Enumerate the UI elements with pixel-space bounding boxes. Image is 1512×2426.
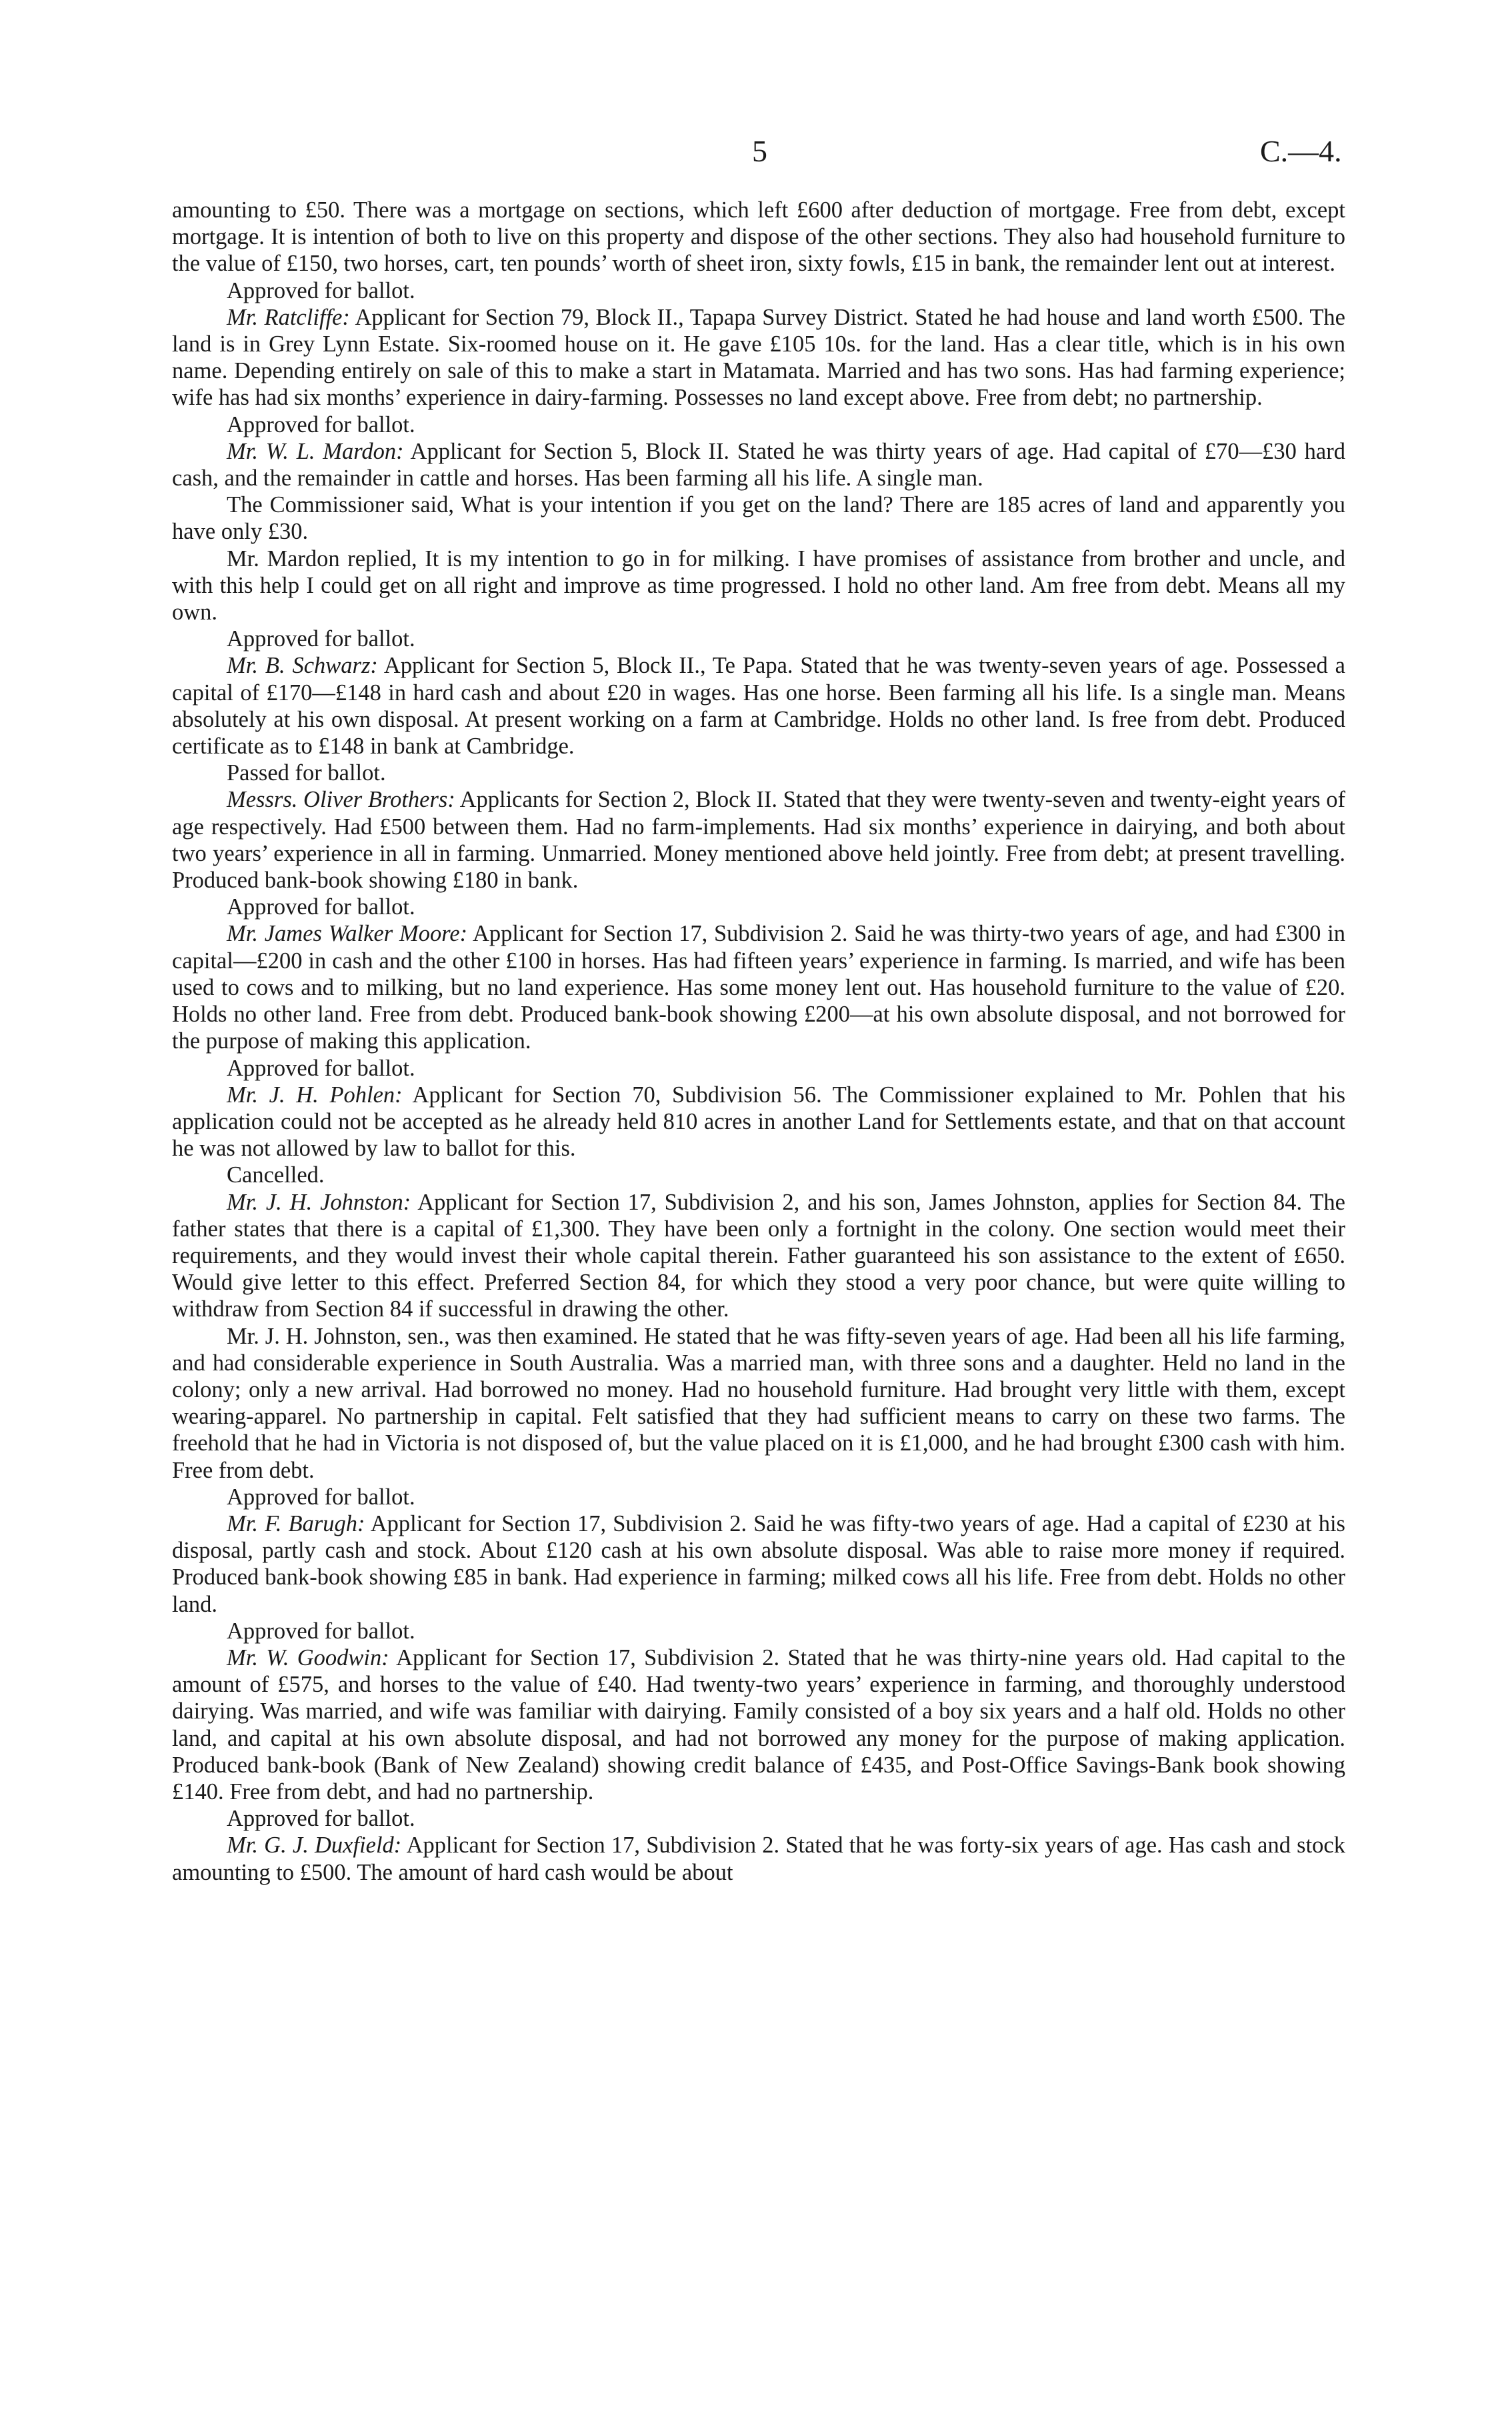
paragraph bbox=[172, 1162, 1345, 1188]
paragraph-text: Applicants for Section 2, Block II. Stated that they were twenty-seven and twenty-eight years of age respectively. Had £500 between them. Had no farm-implements. Had six months’ experience in dairying, and both about two years’ experience in all in farming. Unmarried. Money mentioned above held jointly. Free from debt; at present travelling. Produced bank-book showing £180 in bank. bbox=[172, 787, 1345, 894]
paragraph bbox=[172, 1484, 1345, 1510]
paragraph bbox=[172, 1618, 1345, 1644]
paragraph-text: Approved for ballot. bbox=[227, 626, 415, 652]
paragraph-text: Applicant for Section 79, Block II., Tapapa Survey District. Stated he had house and land worth £500. The land is in Grey Lynn Estate. Six-roomed house on it. He gave £105 10s. for the land. Has a clear title, which is in his own name. Depending entirely on sale of this to make a start in Matamata. Married and has two sons. Has had farming experience; wife has had six months’ experience in dairy-farming. Possesses no land except above. Free from debt; no partnership. bbox=[172, 304, 1345, 411]
paragraph-text: Applicant for Section 17, Subdivision 2. Said he was thirty-two years of age, and had £300 in capital—£200 in cash and the other £100 in horses. Has had fifteen years’ experience in farming. Is married, and wife has been used to cows and to milking, but no land experience. Has some money lent out. Has household furniture to the value of £20. Holds no other land. Free from debt. Produced bank-book showing £200—at his own absolute disposal, and not borrowed for the purpose of making this application. bbox=[172, 921, 1345, 1054]
paragraph bbox=[172, 545, 1345, 626]
paragraph bbox=[172, 1055, 1345, 1082]
paragraph-text: Applicant for Section 17, Subdivision 2. Stated that he was thirty-nine years old. Had capital to the amount of £575, and horses to the value of £40. Had twenty-two years’ experience in farming, and thoroughly understood dairying. Was married, and wife was familiar with dairying. Family consisted of a boy six years and a half old. Holds no other land, and capital at his own absolute disposal, and had not borrowed any money for the purpose of making application. Produced bank-book (Bank of New Zealand) showing credit balance of £435, and Post-Office Savings-Bank book showing £140. Free from debt, and had no partnership. bbox=[172, 1644, 1345, 1804]
paragraph bbox=[172, 920, 1345, 1054]
paragraph bbox=[172, 894, 1345, 920]
paragraph bbox=[172, 652, 1345, 760]
paragraph-text: amounting to £50. There was a mortgage on sections, which left £600 after deduction of mortgage. Free from debt, except mortgage. It is intention of both to live on this property and dispose of the other sections. They also had household furniture to the value of £150, two horses, cart, ten pounds’ worth of sheet iron, sixty fowls, £15 in bank, the remainder lent out at interest. bbox=[172, 197, 1345, 277]
applicant-name: Messrs. Oliver Brothers: bbox=[227, 787, 455, 813]
applicant-name: Mr. James Walker Moore: bbox=[227, 921, 468, 947]
applicant-name: Mr. F. Barugh: bbox=[227, 1510, 365, 1536]
paragraph-text: Approved for ballot. bbox=[227, 411, 415, 437]
applicant-name: Mr. Ratcliffe: bbox=[227, 304, 350, 330]
paragraph bbox=[172, 626, 1345, 652]
paragraph bbox=[172, 1510, 1345, 1618]
paragraph bbox=[172, 277, 1345, 304]
paragraph-text: Mr. J. H. Johnston, sen., was then examined. He stated that he was fifty-seven years of age. Had been all his life farming, and had considerable experience in South Australia. Was a married man, with three sons and a daughter. Held no land in the colony; only a new arrival. Had borrowed no money. Had no household furniture. Had brought very little with them, except wearing-apparel. No partnership in capital. Felt satisfied that they had sufficient means to carry on these two farms. The freehold that he had in Victoria is not disposed of, but the value placed on it is £1,000, and he had brought £300 cash with him. Free from debt. bbox=[172, 1323, 1345, 1483]
paragraph-text: Applicant for Section 17, Subdivision 2. Said he was fifty-two years of age. Had a capital of £230 at his disposal, partly cash and stock. About £120 cash at his own absolute disposal. Was able to raise more money if required. Produced bank-book showing £85 in bank. Had experience in farming; milked cows all his life. Free from debt. Holds no other land. bbox=[172, 1510, 1345, 1617]
paragraph-text: Applicant for Section 5, Block II., Te Papa. Stated that he was twenty-seven years of age. Possessed a capital of £170—£148 in hard cash and about £20 in wages. Has one horse. Been farming all his life. Is a single man. Means absolutely at his own disposal. At present working on a farm at Cambridge. Holds no other land. Is free from debt. Produced certificate as to £148 in bank at Cambridge. bbox=[172, 653, 1345, 760]
applicant-name: Mr. W. L. Mardon: bbox=[227, 438, 404, 464]
page-number: 5 bbox=[752, 134, 767, 168]
paragraph bbox=[172, 1189, 1345, 1323]
applicant-name: Mr. B. Schwarz: bbox=[227, 653, 378, 679]
paragraph-text: Applicant for Section 5, Block II. Stated he was thirty years of age. Had capital of £70—£30 hard cash, and the remainder in cattle and horses. Has been farming all his life. A single man. bbox=[172, 438, 1345, 491]
paragraph bbox=[172, 438, 1345, 491]
paragraph-text: Approved for ballot. bbox=[227, 1484, 415, 1510]
paragraph-text: The Commissioner said, What is your intention if you get on the land? There are 185 acres of land and apparently you have only £30. bbox=[172, 492, 1345, 545]
applicant-name: Mr. J. H. Johnston: bbox=[227, 1189, 411, 1215]
paragraph bbox=[172, 1082, 1345, 1162]
paragraph-text: Approved for ballot. bbox=[227, 1055, 415, 1081]
paragraph-text: Applicant for Section 17, Subdivision 2. Stated that he was forty-six years of age. Has cash and stock amounting to £500. The amount of hard cash would be about bbox=[172, 1833, 1345, 1885]
paragraph bbox=[172, 1805, 1345, 1832]
paragraph bbox=[172, 1323, 1345, 1484]
paragraph-text: Approved for ballot. bbox=[227, 1618, 415, 1644]
paragraph bbox=[172, 491, 1345, 545]
paragraph-text: Approved for ballot. bbox=[227, 894, 415, 920]
document-reference: C.—4. bbox=[1260, 134, 1342, 168]
paragraph bbox=[172, 1832, 1345, 1885]
paragraph bbox=[172, 411, 1345, 438]
paragraph-text: Passed for ballot. bbox=[227, 760, 386, 786]
applicant-name: Mr. W. Goodwin: bbox=[227, 1644, 389, 1670]
paragraph-text: Cancelled. bbox=[227, 1162, 325, 1188]
paragraph bbox=[172, 304, 1345, 411]
paragraph bbox=[172, 197, 1345, 277]
paragraph-text: Applicant for Section 17, Subdivision 2, and his son, James Johnston, applies for Section 84. The father states that there is a capital of £1,300. They have been only a fortnight in the colony. One section would meet their requirements, and they would invest their whole capital therein. Father guaranteed his son assistance to the extent of £650. Would give letter to this effect. Preferred Section 84, for which they stood a very poor chance, but were quite willing to withdraw from Section 84 if successful in drawing the other. bbox=[172, 1189, 1345, 1322]
paragraph-text: Approved for ballot. bbox=[227, 1806, 415, 1832]
paragraph-text: Applicant for Section 70, Subdivision 56. The Commissioner explained to Mr. Pohlen that his application could not be accepted as he already held 810 acres in another Land for Settlements estate, and that on that account he was not allowed by law to ballot for this. bbox=[172, 1082, 1345, 1162]
body-text bbox=[172, 197, 1345, 1886]
paragraph-text: Approved for ballot. bbox=[227, 277, 415, 303]
paragraph bbox=[172, 760, 1345, 786]
paragraph-text: Mr. Mardon replied, It is my intention to go in for milking. I have promises of assistance from brother and uncle, and with this help I could get on all right and improve as time progressed. I hold no other land. Am free from debt. Means all my own. bbox=[172, 545, 1345, 626]
applicant-name: Mr. J. H. Pohlen: bbox=[227, 1082, 403, 1108]
paragraph bbox=[172, 1644, 1345, 1805]
applicant-name: Mr. G. J. Duxfield: bbox=[227, 1833, 402, 1859]
paragraph bbox=[172, 786, 1345, 894]
